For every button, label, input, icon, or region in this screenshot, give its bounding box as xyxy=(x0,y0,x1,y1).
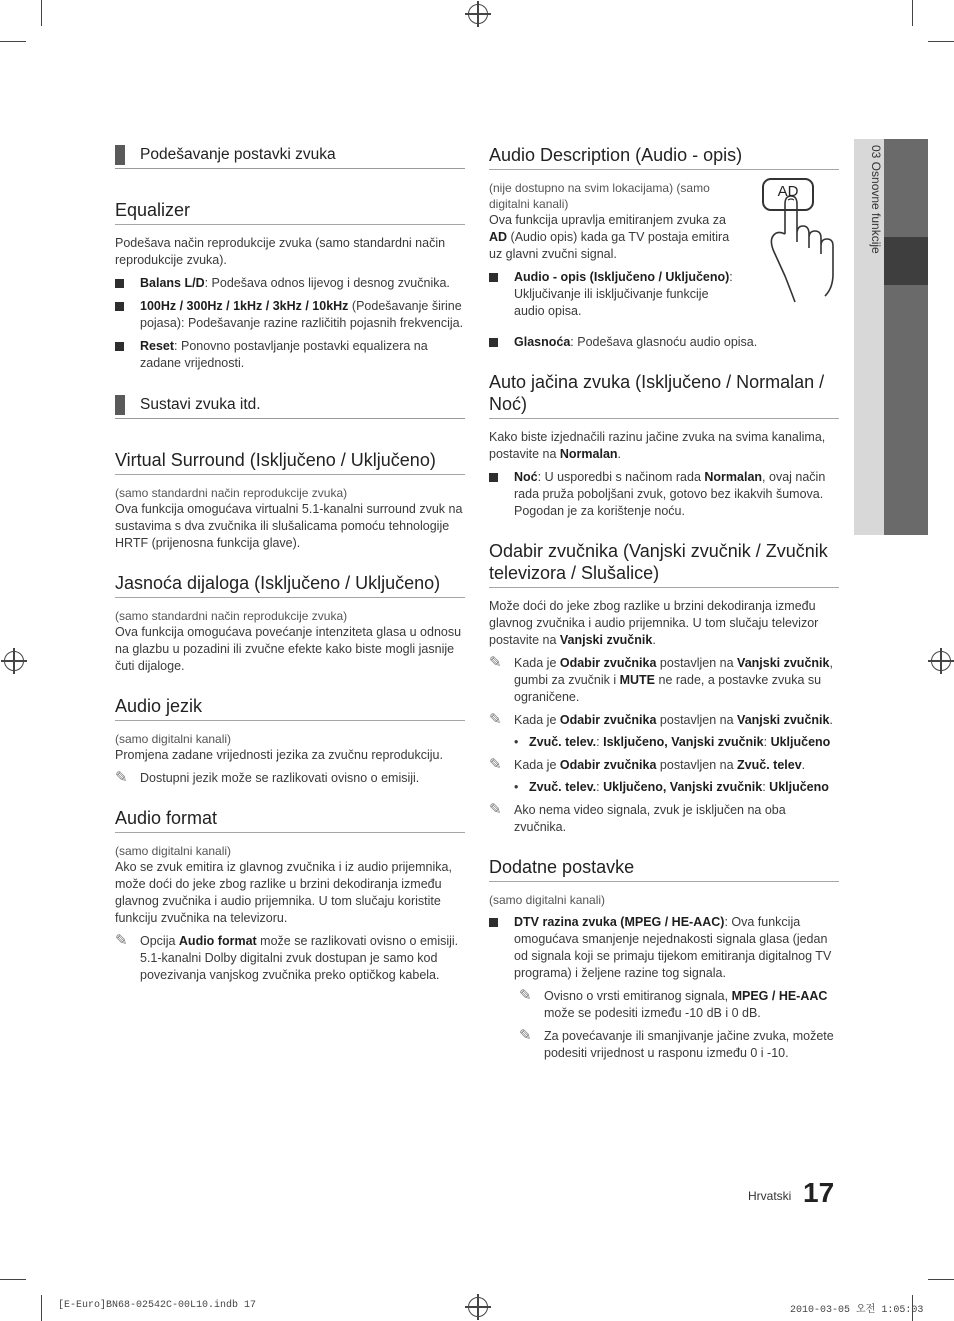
section-title: Audio format xyxy=(115,807,465,833)
registration-mark-icon xyxy=(931,651,951,671)
left-column xyxy=(115,142,465,1004)
section-note: (samo digitalni kanali) xyxy=(115,844,232,858)
crop-mark xyxy=(41,1295,42,1321)
page-number: 17 xyxy=(803,1177,835,1208)
section-title: Audio jezik xyxy=(115,695,465,721)
section-note: (samo digitalni kanali) xyxy=(489,893,606,907)
subsection-title: Podešavanje postavki zvuka xyxy=(140,146,336,163)
crop-mark xyxy=(912,0,913,26)
pencil-icon: ✎ xyxy=(489,654,502,671)
virtual-surround-section xyxy=(115,449,465,552)
pencil-icon: ✎ xyxy=(519,987,532,1004)
right-column xyxy=(489,144,839,1082)
subsection-bar xyxy=(115,145,125,165)
speaker-select-section xyxy=(489,540,839,836)
section-desc: Promjena zadane vrijednosti jezika za zvučnu reprodukciju. xyxy=(115,748,443,762)
pencil-icon: ✎ xyxy=(489,711,502,728)
chapter-tab-label: 03 Osnovne funkcije xyxy=(869,145,883,254)
equalizer-section xyxy=(115,199,465,372)
print-slug-left: [E-Euro]BN68-02542C-00L10.indb 17 xyxy=(58,1300,257,1311)
note-item: ✎ Ovisno o vrsti emitiranog signala, MPEG / HE-AAC može se podesiti između -10 dB i 0 dB. xyxy=(519,987,828,1020)
note-item: ✎ Opcija Audio format može se razlikovati ovisno o emisiji. 5.1-kanalni Dolby digitalni zvuk dostupan je samo kod povezivanja vanjskog zvučnika preko optičkog kabela. xyxy=(115,932,459,982)
crop-mark xyxy=(928,1279,954,1280)
pencil-icon: ✎ xyxy=(115,932,128,949)
bullet-item: Audio - opis (Isključeno / Uključeno): Uključivanje ili isključivanje funkcije audio opisa. xyxy=(489,269,739,320)
footer-language: Hrvatski xyxy=(748,1189,792,1203)
audio-description-section xyxy=(489,144,839,351)
chapter-tab-block xyxy=(884,285,928,535)
bullet-item: Reset: Ponovno postavljanje postavki equalizera na zadane vrijednosti. xyxy=(115,338,465,372)
section-title: Equalizer xyxy=(115,199,465,225)
section-desc: Podešava način reprodukcije zvuka (samo standardni način reprodukcije zvuka). xyxy=(115,236,446,267)
audio-language-section xyxy=(115,695,465,787)
registration-mark-icon xyxy=(468,1297,488,1317)
pencil-icon: ✎ xyxy=(115,769,128,786)
chapter-tab-block-active xyxy=(884,237,928,285)
audio-format-section xyxy=(115,807,465,984)
section-title: Virtual Surround (Isključeno / Uključeno) xyxy=(115,449,465,475)
subsection-title: Sustavi zvuka itd. xyxy=(140,396,261,413)
section-title: Audio Description (Audio - opis) xyxy=(489,144,839,170)
dot-item: • Zvuč. telev.: Isključeno, Vanjski zvučnik: Uključeno xyxy=(514,734,839,751)
section-title: Auto jačina zvuka (Isključeno / Normalan / Noć) xyxy=(489,371,839,419)
note-item: ✎ Kada je Odabir zvučnika postavljen na Vanjski zvučnik, gumbi za zvučnik i MUTE ne rade, a postavke zvuka su ograničene. xyxy=(489,654,833,704)
subsection-header xyxy=(115,142,465,169)
bullet-item: Glasnoća: Podešava glasnoću audio opisa. xyxy=(489,334,839,351)
crop-mark xyxy=(41,0,42,26)
dialog-clarity-section xyxy=(115,572,465,675)
print-slug-right: 2010-03-05 오전 1:05:03 xyxy=(790,1305,924,1316)
section-desc: Ova funkcija omogućava virtualni 5.1-kanalni surround zvuk na sustavima s dva zvučnika ili slušalicama pomoću tehnologije HRTF (prijenosna funkcija glave). xyxy=(115,502,463,550)
pencil-icon: ✎ xyxy=(489,756,502,773)
crop-mark xyxy=(928,41,954,42)
note-item: ✎ Za povećavanje ili smanjivanje jačine zvuka, možete podesiti vrijednost u rasponu između 0 i -10. xyxy=(519,1027,834,1060)
note-item: ✎ Kada je Odabir zvučnika postavljen na Vanjski zvučnik. xyxy=(489,711,833,728)
auto-volume-section xyxy=(489,371,839,520)
section-title: Odabir zvučnika (Vanjski zvučnik / Zvučnik televizora / Slušalice) xyxy=(489,540,839,588)
bullet-item: 100Hz / 300Hz / 1kHz / 3kHz / 10kHz (Podešavanje širine pojasa): Podešavanje razine različitih pojasnih frekvencija. xyxy=(115,298,465,332)
section-note: (samo standardni način reprodukcije zvuka) xyxy=(115,609,348,623)
section-desc: Ova funkcija omogućava povećanje intenziteta glasa u odnosu na glazbu u pozadini ili zvučne efekte kako biste mogli jasnije čuti dijaloge. xyxy=(115,625,462,673)
section-desc: Ako se zvuk emitira iz glavnog zvučnika i iz audio prijemnika, može doći do jeke zbog razlike u brzini dekodiranja između glavnog zvučnika i audio prijemnika. U tom slučaju koristite funkciju zvučnika na televizoru. xyxy=(115,860,452,925)
section-desc: Može doći do jeke zbog razlike u brzini dekodiranja između glavnog zvučnika i audio prijemnika. U tom slučaju televizor postavite na Vanjski zvučnik. xyxy=(489,599,819,647)
pencil-icon: ✎ xyxy=(489,801,502,818)
chapter-tab-block xyxy=(884,139,928,237)
registration-mark-icon xyxy=(468,4,488,24)
pencil-icon: ✎ xyxy=(519,1027,532,1044)
note-item: ✎ Dostupni jezik može se razlikovati ovisno o emisiji. xyxy=(115,769,420,786)
bullet-item: Noć: U usporedbi s načinom rada Normalan, ovaj način rada pruža poboljšani zvuk, gotovo bez ikakvih šumova. Pogodan je za korištenje noću. xyxy=(489,469,839,520)
dot-item: • Zvuč. telev.: Uključeno, Vanjski zvučnik: Uključeno xyxy=(514,779,839,796)
subsection-header xyxy=(115,392,465,419)
ad-button-label: AD xyxy=(777,183,799,200)
bullet-item: DTV razina zvuka (MPEG / HE-AAC): Ova funkcija omogućava smanjenje nejednakosti signala glasa (jedan od signala koji se primaju tijekom emitiranja digitalnog TV programa) i željene razine tog signala. xyxy=(489,914,839,982)
section-note: (samo digitalni kanali) xyxy=(115,732,232,746)
crop-mark xyxy=(0,41,26,42)
crop-mark xyxy=(0,1279,26,1280)
note-item: ✎ Ako nema video signala, zvuk je isključen na oba zvučnika. xyxy=(489,801,786,834)
section-note: (nije dostupno na svim lokacijama) (samo digitalni kanali) xyxy=(489,181,710,211)
section-title: Jasnoća dijaloga (Isključeno / Uključeno) xyxy=(115,572,465,598)
section-note: (samo standardni način reprodukcije zvuka) xyxy=(115,486,348,500)
registration-mark-icon xyxy=(4,651,24,671)
section-desc: Ova funkcija upravlja emitiranjem zvuka za AD (Audio opis) kada ga TV postaja emitira uz glavni zvučni signal. xyxy=(489,213,730,261)
extra-settings-section xyxy=(489,856,839,1062)
section-title: Dodatne postavke xyxy=(489,856,839,882)
section-desc: Kako biste izjednačili razinu jačine zvuka na svima kanalima, postavite na Normalan. xyxy=(489,430,826,461)
subsection-bar xyxy=(115,395,125,415)
note-item: ✎ Kada je Odabir zvučnika postavljen na Zvuč. telev. xyxy=(489,756,806,773)
bullet-item: Balans L/D: Podešava odnos lijevog i desnog zvučnika. xyxy=(115,275,465,292)
